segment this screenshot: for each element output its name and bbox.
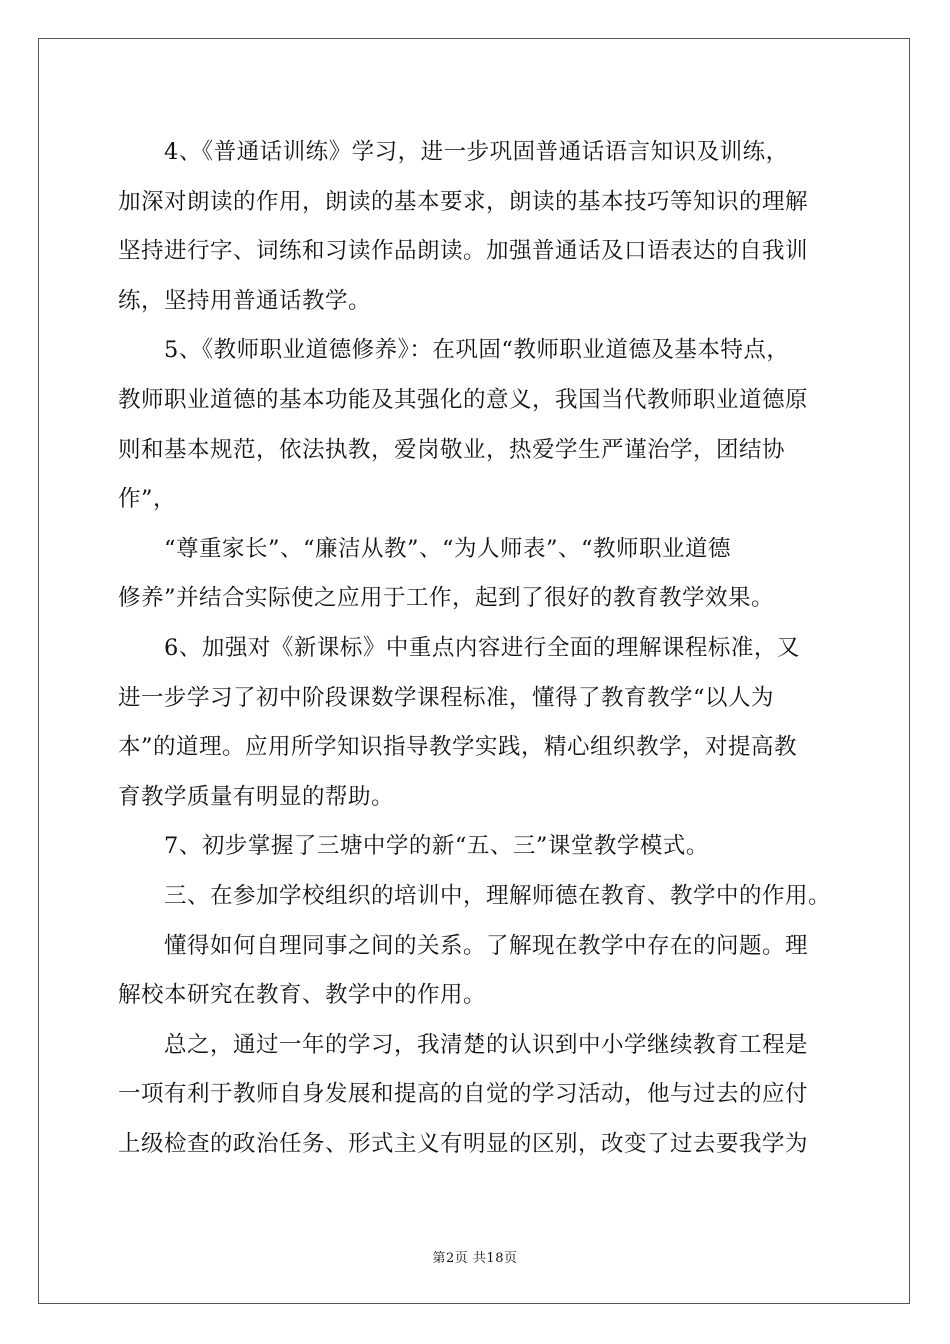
text-line: 教师职业道德的基本功能及其强化的意义，我国当代教师职业道德原 bbox=[118, 386, 809, 413]
text-line: “尊重家长”、“廉洁从教”、“为人师表”、“教师职业道德 bbox=[164, 535, 732, 562]
text-line: 解校本研究在教育、教学中的作用。 bbox=[118, 982, 487, 1009]
text-line: 进一步学习了初中阶段课数学课程标准，懂得了教育教学“以人为 bbox=[118, 684, 775, 711]
text-line: 一项有利于教师自身发展和提高的自觉的学习活动，他与过去的应付 bbox=[118, 1081, 809, 1108]
text-line: 三、在参加学校组织的培训中，理解师德在教育、教学中的作用。 bbox=[164, 882, 832, 909]
text-line: 5、《教师职业道德修养》：在巩固“教师职业道德及基本特点， bbox=[164, 337, 790, 364]
text-line: 坚持进行字、词练和习读作品朗读。加强普通话及口语表达的自我训 bbox=[118, 238, 809, 265]
text-line: 修养”并结合实际使之应用于工作，起到了很好的教育教学效果。 bbox=[118, 585, 775, 612]
text-line: 7、初步掌握了三塘中学的新“五、三”课堂教学模式。 bbox=[164, 833, 709, 860]
text-line: 作”， bbox=[118, 486, 177, 513]
text-line: 总之，通过一年的学习，我清楚的认识到中小学继续教育工程是 bbox=[164, 1031, 809, 1058]
page-footer: 第2页 共18页 bbox=[432, 1251, 518, 1266]
document-body bbox=[118, 128, 838, 1169]
text-line: 加深对朗读的作用，朗读的基本要求，朗读的基本技巧等知识的理解 bbox=[118, 188, 809, 215]
text-line: 本”的道理。应用所学知识指导教学实践，精心组织教学，对提高教 bbox=[118, 734, 798, 761]
text-line: 懂得如何自理同事之间的关系。了解现在教学中存在的问题。理 bbox=[164, 932, 809, 959]
text-line: 6、加强对《新课标》中重点内容进行全面的理解课程标准，又 bbox=[164, 634, 800, 661]
text-line: 练，坚持用普通话教学。 bbox=[118, 287, 372, 314]
text-line: 育教学质量有明显的帮助。 bbox=[118, 783, 395, 810]
text-line: 则和基本规范，依法执教，爱岗敬业，热爱学生严谨治学，团结协 bbox=[118, 436, 786, 463]
text-line: 4、《普通话训练》学习，进一步巩固普通话语言知识及训练， bbox=[164, 139, 789, 165]
text-line: 上级检查的政治任务、形式主义有明显的区别，改变了过去要我学为 bbox=[118, 1130, 809, 1157]
